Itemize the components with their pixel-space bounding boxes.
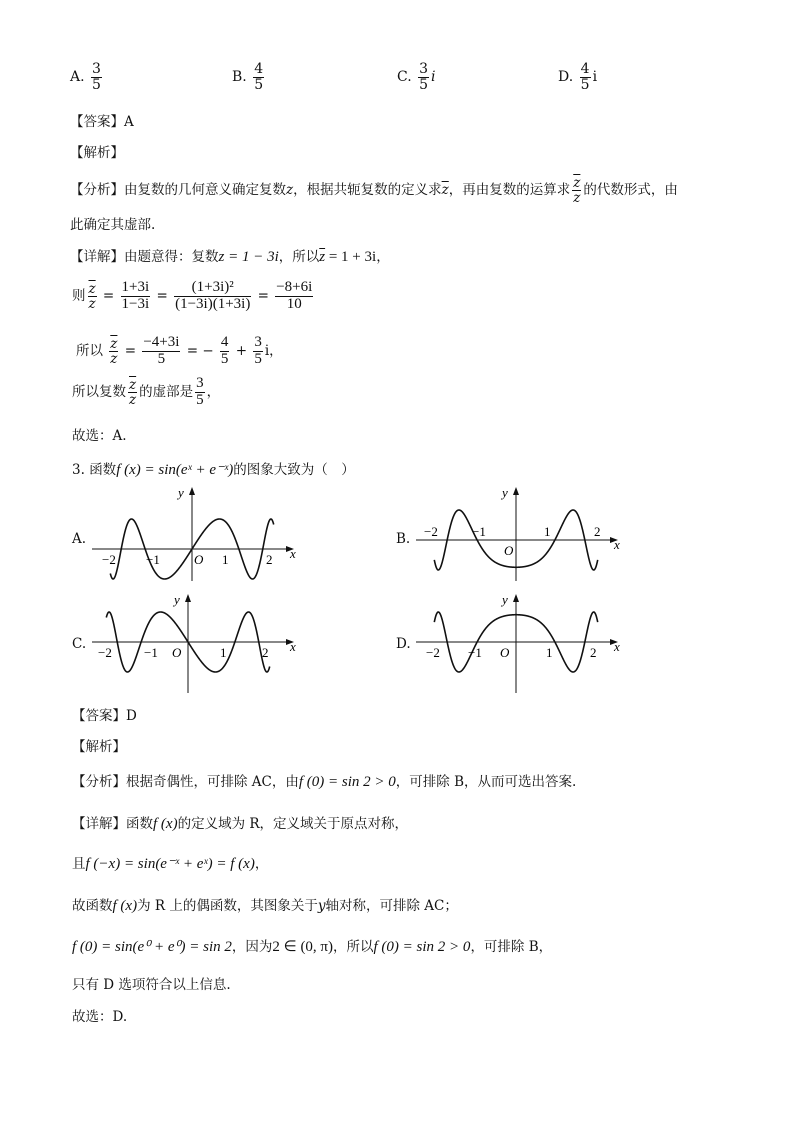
- option-a: [70, 62, 104, 92]
- answer-d-tag: 【答案】D: [72, 708, 137, 724]
- y-axis-label: y: [502, 592, 508, 607]
- origin-label: O: [172, 645, 182, 660]
- guxuan-a: 故选：A.: [72, 428, 127, 444]
- option-letter: D.: [558, 69, 574, 86]
- option-b: [232, 62, 266, 92]
- x-axis-label: x: [614, 537, 620, 552]
- tick-label-minus-2: −2: [424, 524, 438, 539]
- equation-suoyi: 所以 $\frac{\overline{z}}{z}$ = $\frac{-4+3i}{5}$ = − $\frac{4}{5}$ + $\frac{3}{5}$ i，: [76, 334, 283, 367]
- jiexi-tag: 【解析】: [70, 145, 124, 161]
- graph-a: [88, 483, 300, 583]
- tick-label-minus-2: −2: [426, 645, 440, 660]
- tick-label-1: 1: [222, 552, 229, 567]
- fenxi-line-2: 此确定其虚部.: [70, 217, 156, 233]
- x-axis-label: x: [290, 639, 296, 654]
- option-letter: C.: [397, 69, 412, 86]
- tick-label-minus-2: −2: [98, 645, 112, 660]
- origin-label: O: [194, 552, 204, 567]
- tick-label-1: 1: [220, 645, 227, 660]
- option-fraction: $\frac{4}{5}$: [580, 61, 590, 93]
- y-axis-arrow: [189, 487, 195, 495]
- graph-d: [412, 590, 624, 695]
- q3-stem: 3. 函数f (x) = sin(eˣ + e⁻ˣ)的图象大致为（ ）: [72, 462, 355, 478]
- q3-xj-1: 【详解】函数f (x)的定义域为 R，定义域关于原点对称，: [72, 816, 409, 832]
- x-axis-label: x: [290, 546, 296, 561]
- option-letter: B.: [232, 69, 247, 86]
- fenxi-line: 【分析】由复数的几何意义确定复数z，根据共轭复数的定义求$\overline{z}$，再由复数的运算求 $\frac{\overline{z}}{z}$ 的代数形式，由: [70, 175, 678, 207]
- y-axis-arrow: [185, 594, 191, 602]
- tick-label-minus-1: −1: [468, 645, 482, 660]
- tick-label-2: 2: [594, 524, 601, 539]
- origin-label: O: [504, 543, 514, 558]
- tick-label-2: 2: [262, 645, 269, 660]
- q3-xj-2: 且f (−x) = sin(e⁻ˣ + eˣ) = f (x)，: [72, 856, 269, 872]
- graph-label-a: A.: [72, 531, 87, 547]
- tick-label-minus-2: −2: [102, 552, 116, 567]
- guxuan-d: 故选：D.: [72, 1009, 128, 1025]
- y-axis-arrow: [513, 594, 519, 602]
- option-fraction: $\frac{3}{5}$: [92, 61, 101, 93]
- tick-label-1: 1: [544, 524, 551, 539]
- q3-fenxi: 【分析】根据奇偶性，可排除 AC，由f (0) = sin 2 > 0，可排除 B，从而可选出答案.: [72, 774, 577, 790]
- option-fraction: $\frac{3}{5}$: [419, 61, 429, 93]
- q3-xj-4: f (0) = sin(e⁰ + e⁰) = sin 2，因为2 ∈ (0, π)，所以f (0) = sin 2 > 0，可排除 B，: [72, 939, 553, 955]
- tick-label-minus-1: −1: [472, 524, 486, 539]
- y-axis-label: y: [502, 485, 508, 500]
- xubu-line: 所以复数 $\frac{\overline{z}}{z}$ 的虚部是 $\frac{3}{5}$ ，: [72, 375, 221, 408]
- option-letter: A.: [70, 69, 85, 86]
- tick-label-minus-1: −1: [146, 552, 160, 567]
- jiexi-tag-2: 【解析】: [72, 739, 126, 755]
- xiangjie-line: 【详解】由题意得：复数z = 1 − 3i，所以$\overline{z} = 1 + 3i$，: [70, 249, 390, 265]
- q3-xj-3: 故函数f (x)为 R 上的偶函数，其图象关于y轴对称，可排除 AC；: [72, 898, 458, 914]
- graph-label-b: B.: [396, 531, 411, 547]
- tick-label-minus-1: −1: [144, 645, 158, 660]
- tick-label-2: 2: [590, 645, 597, 660]
- option-d: D. $\frac{4}{5}$ i: [558, 61, 598, 93]
- y-axis-arrow: [513, 487, 519, 495]
- graph-label-d: D.: [396, 636, 411, 652]
- option-fraction: $\frac{4}{5}$: [254, 61, 264, 93]
- origin-label: O: [500, 645, 510, 660]
- graph-label-c: C.: [72, 636, 87, 652]
- equation-ze: 则 $\frac{\overline{z}}{z}$ = $\frac{1+3i}{1-3i}$ = $\frac{\text{(1+3i)²}}{(1-3i)(1+3i)}$ = $\frac{-8+6i}{10}$: [72, 279, 313, 312]
- answer-tag: 【答案】A: [70, 114, 134, 130]
- tick-label-1: 1: [546, 645, 553, 660]
- option-c: C. $\frac{3}{5}$ i: [397, 61, 436, 93]
- x-axis-label: x: [614, 639, 620, 654]
- q3-xj-5: 只有 D 选项符合以上信息.: [72, 977, 231, 993]
- graph-c: [88, 590, 300, 695]
- tick-label-2: 2: [266, 552, 273, 567]
- y-axis-label: y: [174, 592, 180, 607]
- y-axis-label: y: [178, 485, 184, 500]
- graph-b: [412, 483, 624, 583]
